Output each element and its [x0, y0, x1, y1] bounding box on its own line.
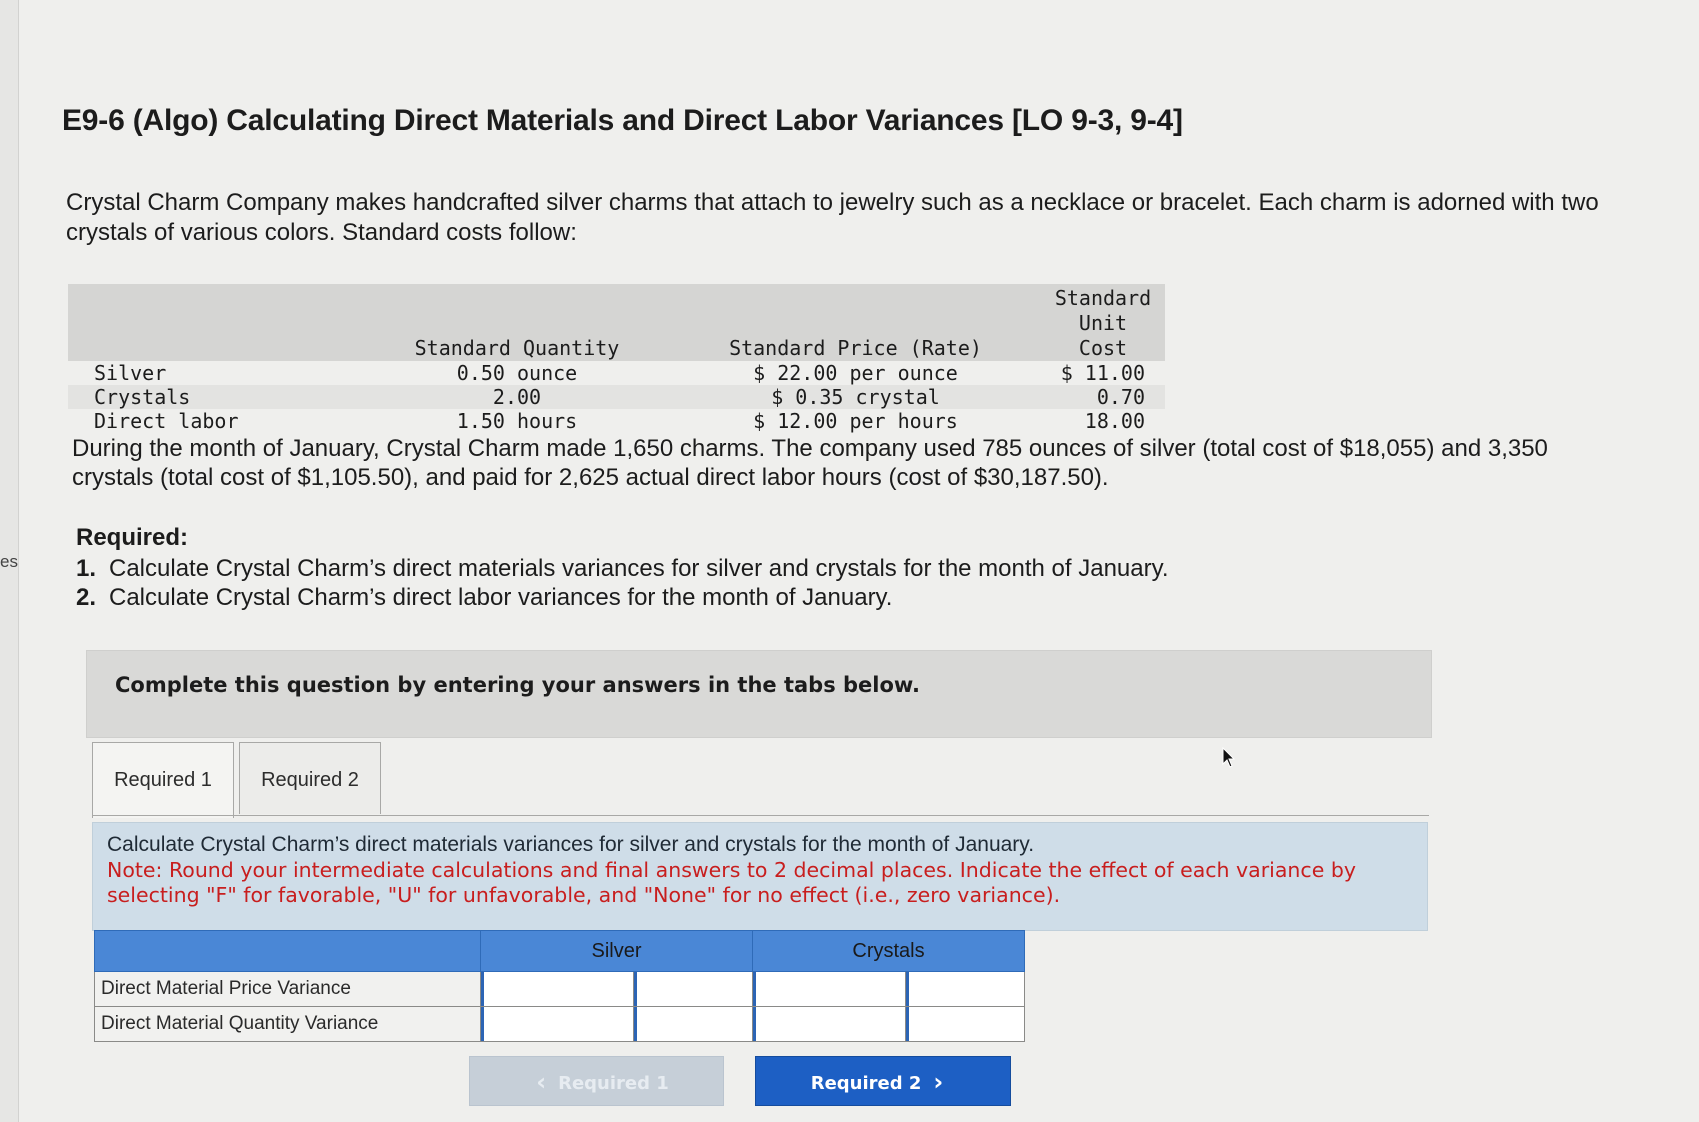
instruction-text: Complete this question by entering your answers in the tabs below.	[115, 673, 920, 697]
crystals-quantity-variance-input[interactable]	[753, 1007, 905, 1041]
table-row	[68, 385, 1165, 409]
instructions-panel	[92, 822, 1428, 931]
answer-cell	[634, 972, 753, 1007]
silver-quantity-variance-effect-select[interactable]	[634, 1007, 752, 1041]
prev-required-button[interactable]	[469, 1056, 724, 1106]
silver-quantity-variance-input[interactable]	[481, 1007, 633, 1041]
qty-crystals: 2.00	[364, 385, 670, 409]
cost-crystals: 0.70	[1041, 385, 1165, 409]
answer-cell	[906, 972, 1025, 1007]
standard-costs-table	[68, 284, 1165, 433]
prev-button-label: Required 1	[558, 1073, 669, 1094]
table-row	[68, 409, 1165, 433]
qty-silver: 0.50 ounce	[456, 361, 578, 385]
header-price: Standard Price (Rate)	[670, 284, 1041, 361]
item-silver: Silver	[94, 361, 167, 385]
cost-silver: $ 11.00	[1060, 361, 1145, 385]
header-unit-cost-line1: Standard Unit	[1054, 286, 1152, 335]
chevron-left-icon: ‹	[536, 1068, 547, 1096]
answer-cell	[634, 1007, 753, 1042]
header-silver: Silver	[481, 931, 753, 972]
intro-text: Crystal Charm Company makes handcrafted silver charms that attach to jewelry such as a necklace or bracelet. Each charm is adorned with two crystals of various colors. Standard costs follow:	[66, 189, 1599, 246]
required-text: Calculate Crystal Charm’s direct materials variances for silver and crystals for the month of January.	[109, 555, 1169, 582]
header-unit-cost-line2: Cost	[1078, 336, 1128, 360]
mouse-cursor-icon	[1222, 747, 1236, 769]
required-number: 1.	[76, 555, 97, 582]
silver-price-variance-input[interactable]	[481, 972, 633, 1006]
row-label-price-variance: Direct Material Price Variance	[95, 972, 481, 1007]
next-required-button[interactable]	[755, 1056, 1011, 1106]
crystals-quantity-variance-effect-select[interactable]	[906, 1007, 1024, 1041]
panel-instruction: Calculate Crystal Charm’s direct materials variances for silver and crystals for the month of January.	[107, 833, 1035, 856]
january-facts-text: During the month of January, Crystal Charm made 1,650 charms. The company used 785 ounces of silver (total cost of $18,055) and 3,350 crystals (total cost of $1,105.50), and paid for 2,625 actual direct labor hours (cost of $30,187.50).	[72, 435, 1548, 491]
qty-direct-labor: 1.50 hours	[456, 409, 578, 433]
page-title: E9-6 (Algo) Calculating Direct Materials and Direct Labor Variances [LO 9-3, 9-4]	[62, 104, 1183, 137]
price-crystals: $ 0.35 crystal	[670, 385, 1041, 409]
answer-cell	[906, 1007, 1025, 1042]
answer-header-row	[95, 931, 1025, 972]
price-direct-labor: $ 12.00 per hours	[753, 409, 958, 433]
header-crystals: Crystals	[753, 931, 1025, 972]
tab-required-2[interactable]: Required 2	[239, 742, 381, 814]
standard-costs-header	[68, 284, 1165, 361]
required-text: Calculate Crystal Charm’s direct labor variances for the month of January.	[109, 584, 893, 611]
item-direct-labor: Direct labor	[94, 409, 239, 433]
chevron-right-icon: ›	[933, 1068, 944, 1096]
required-number: 2.	[76, 584, 97, 611]
edge-text-fragment: es	[0, 552, 18, 571]
tab-divider	[92, 815, 1429, 816]
crystals-price-variance-effect-select[interactable]	[906, 972, 1024, 1006]
header-unit-cost	[1041, 284, 1165, 361]
answer-cell	[481, 1007, 634, 1042]
answer-cell	[753, 972, 906, 1007]
required-heading: Required:	[76, 524, 189, 551]
silver-price-variance-effect-select[interactable]	[634, 972, 752, 1006]
header-quantity: Standard Quantity	[364, 284, 670, 361]
table-row	[95, 972, 1025, 1007]
answer-cell	[481, 972, 634, 1007]
cost-direct-labor: 18.00	[1084, 409, 1145, 433]
table-row	[68, 361, 1165, 385]
instruction-banner	[86, 650, 1432, 738]
list-item	[76, 554, 1169, 583]
table-row	[95, 1007, 1025, 1042]
row-label-quantity-variance: Direct Material Quantity Variance	[95, 1007, 481, 1042]
price-silver: $ 22.00 per ounce	[753, 361, 958, 385]
variance-answer-table	[94, 930, 1025, 1042]
answer-cell	[753, 1007, 906, 1042]
required-list	[76, 554, 1169, 612]
tab-required-1[interactable]: Required 1	[92, 742, 234, 818]
crystals-price-variance-input[interactable]	[753, 972, 905, 1006]
header-item	[68, 284, 364, 361]
rounding-note: Note: Round your intermediate calculations and final answers to 2 decimal places. Indicate the effect of each variance by selecting "F" for favorable, "U" for unfavorable, and "None" for no effect (i.e., zero variance).	[107, 858, 1356, 907]
next-button-label: Required 2	[810, 1073, 922, 1094]
list-item	[76, 583, 1169, 612]
item-crystals: Crystals	[68, 385, 364, 409]
header-blank	[95, 931, 481, 972]
